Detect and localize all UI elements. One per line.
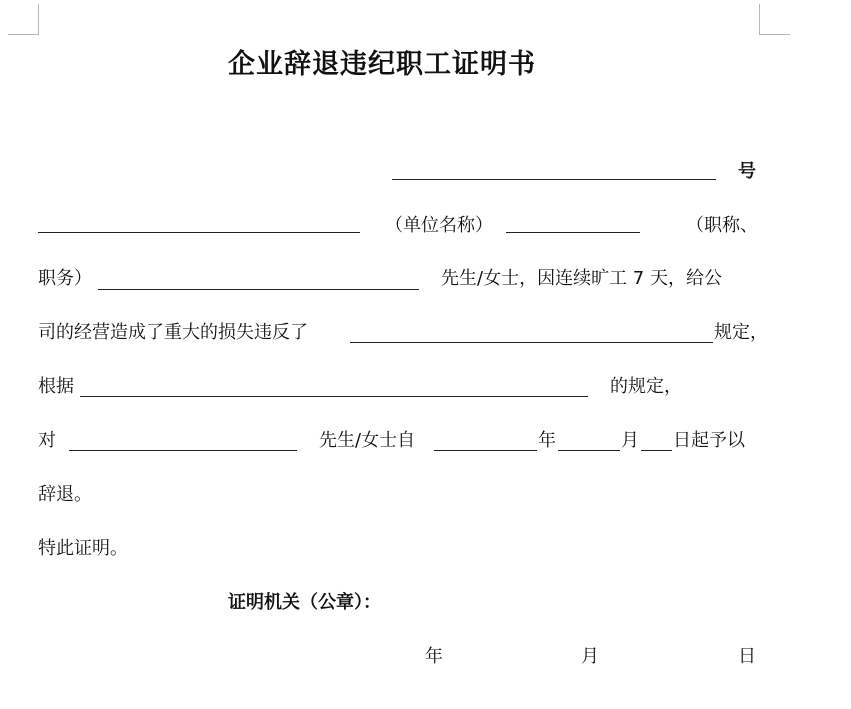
employee-title-blank[interactable] — [506, 232, 640, 233]
document-number-label: 号 — [738, 161, 756, 182]
violation-rule-suffix: 规定， — [714, 322, 768, 343]
dismissal-day-text: 日起予以 — [673, 430, 745, 451]
closing-statement: 特此证明。 — [38, 538, 128, 559]
certifying-authority-label: 证明机关（公章）： — [228, 592, 381, 613]
employer-name-blank[interactable] — [38, 232, 360, 233]
honorific-text: 先生/女士自 — [319, 430, 416, 451]
document-title: 企业辞退违纪职工证明书 — [228, 49, 536, 80]
dismissal-day-blank[interactable] — [641, 450, 672, 451]
unit-name-label: （单位名称） — [385, 215, 493, 236]
basis-suffix: 的规定， — [610, 376, 682, 397]
title-label: （职称、 — [686, 215, 758, 236]
signature-year-label: 年 — [425, 646, 443, 667]
page-corner-mark-top-left — [8, 4, 39, 35]
dismissal-end-text: 辞退。 — [38, 484, 92, 505]
signature-day-label: 日 — [738, 646, 756, 667]
page-corner-mark-top-right — [759, 4, 790, 35]
dismissed-employee-blank[interactable] — [69, 450, 297, 451]
dismissal-year-label: 年 — [538, 430, 556, 451]
signature-month-label: 月 — [581, 646, 599, 667]
violated-rule-blank[interactable] — [350, 342, 713, 343]
employee-name-blank[interactable] — [98, 289, 419, 290]
basis-prefix: 根据 — [38, 376, 74, 397]
dismissal-year-blank[interactable] — [434, 450, 537, 451]
position-label: 职务） — [38, 268, 92, 289]
dismissal-prefix: 对 — [38, 430, 56, 451]
absence-statement: 先生/女士，因连续旷工 7 天，给公 — [441, 268, 722, 289]
dismissal-month-label: 月 — [621, 430, 639, 451]
regulation-basis-blank[interactable] — [80, 396, 588, 397]
document-number-blank[interactable] — [392, 179, 716, 180]
violation-statement: 司的经营造成了重大的损失违反了 — [38, 322, 308, 343]
dismissal-month-blank[interactable] — [558, 450, 620, 451]
